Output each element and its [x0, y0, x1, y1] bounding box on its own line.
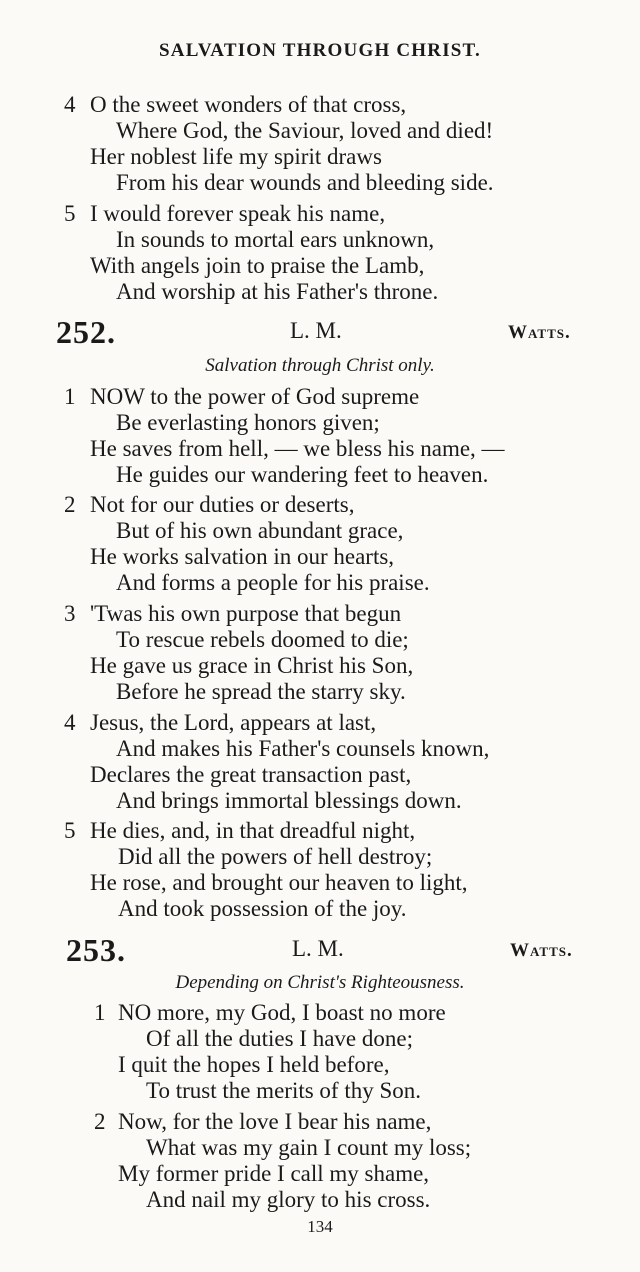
verse-line: To rescue rebels doomed to die; [116, 627, 409, 652]
hymn-number: 252. [56, 314, 116, 350]
running-head: SALVATION THROUGH CHRIST. [159, 40, 481, 61]
hymn-meter: L. M. [292, 936, 344, 961]
verse-line: My former pride I call my shame, [118, 1161, 430, 1186]
verse-line: He guides our wandering feet to heaven. [116, 462, 489, 487]
hymn-meter: L. M. [290, 318, 342, 343]
verse-line: I would forever speak his name, [90, 201, 386, 226]
hymn-header [0, 314, 640, 354]
verse-line: Of all the duties I have done; [146, 1026, 413, 1051]
stanza-number: 2 [64, 492, 76, 517]
verse-line: Her noblest life my spirit draws [90, 144, 382, 169]
stanza-number: 2 [94, 1109, 106, 1134]
verse-line: And took possession of the joy. [118, 896, 407, 921]
verse-line: Where God, the Saviour, loved and died! [116, 118, 494, 143]
verse-line: He dies, and, in that dreadful night, [90, 818, 416, 843]
hymn-header [0, 932, 640, 972]
hymn-number: 253. [66, 932, 126, 968]
stanza-number: 5 [64, 818, 76, 843]
verse-line: He saves from hell, — we bless his name, — [90, 436, 505, 461]
verse-line: Before he spread the starry sky. [116, 679, 406, 704]
verse-line: But of his own abundant grace, [116, 518, 404, 543]
verse-line: NO more, my God, I boast no more [118, 1000, 446, 1025]
stanza-number: 1 [64, 384, 76, 409]
verse-line: And makes his Father's counsels known, [116, 736, 490, 761]
verse-line: 'Twas his own purpose that begun [90, 601, 402, 626]
hymn-author: Watts. [510, 940, 573, 961]
verse-line: With angels join to praise the Lamb, [90, 253, 425, 278]
verse-line: Did all the powers of hell destroy; [118, 844, 433, 869]
verse-line: He works salvation in our hearts, [90, 544, 395, 569]
verse-line: Not for our duties or deserts, [90, 492, 355, 517]
verse-line: Jesus, the Lord, appears at last, [90, 710, 377, 735]
verse-line: I quit the hopes I held before, [118, 1052, 390, 1077]
verse-line: What was my gain I count my loss; [146, 1135, 472, 1160]
verse-line: And forms a people for his praise. [116, 570, 430, 595]
verse-line: And nail my glory to his cross. [146, 1187, 431, 1212]
verse-line: He rose, and brought our heaven to light, [90, 870, 468, 895]
verse-line: NOW to the power of God supreme [90, 384, 420, 409]
verse-line: And worship at his Father's throne. [116, 279, 439, 304]
verse-line: And brings immortal blessings down. [116, 788, 462, 813]
verse-line: O the sweet wonders of that cross, [90, 92, 407, 117]
verse-line: Declares the great transaction past, [90, 762, 412, 787]
hymn-author: Watts. [508, 322, 571, 343]
verse-line: Be everlasting honors given; [116, 410, 380, 435]
stanza-number: 1 [94, 1000, 106, 1025]
stanza-number: 3 [64, 601, 76, 626]
verse-line: In sounds to mortal ears unknown, [116, 227, 435, 252]
verse-line: To trust the merits of thy Son. [146, 1078, 422, 1103]
verse-line: From his dear wounds and bleeding side. [116, 170, 494, 195]
stanza-number: 4 [64, 92, 76, 117]
stanza-number: 5 [64, 201, 76, 226]
page-number: 134 [307, 1217, 333, 1236]
hymn-title: Salvation through Christ only. [205, 355, 435, 376]
stanza-number: 4 [64, 710, 76, 735]
verse-line: He gave us grace in Christ his Son, [90, 653, 414, 678]
hymn-title: Depending on Christ's Righteousness. [175, 972, 465, 993]
verse-line: Now, for the love I bear his name, [118, 1109, 432, 1134]
